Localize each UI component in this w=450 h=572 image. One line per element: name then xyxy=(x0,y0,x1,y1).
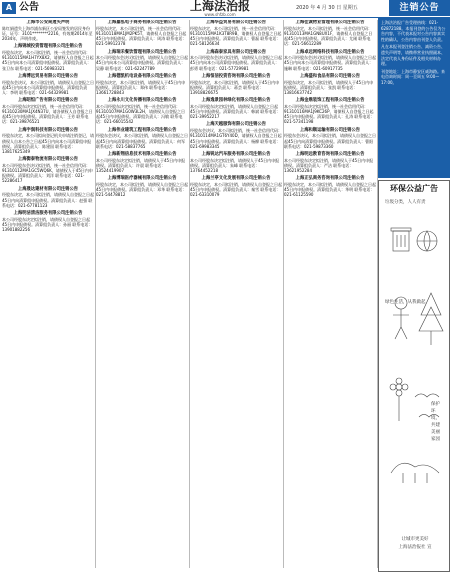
notice-body: 经股东会决议，本公司拟注销，请债权人自登报之日起45日内向本公司清算组申报债权。清算组负责人：李明 联系电话：021-64329981 xyxy=(2,79,94,95)
notice-item xyxy=(2,98,94,125)
notice-body: 经股东决定，本公司拟注销，请债权人自登报之日起45日内向清算组申报债权。清算组负责人：赵强 联系电话：021-67781123 xyxy=(2,192,94,208)
notice-title: 上海博瑞医疗器械有限公司注销公告 xyxy=(107,176,177,182)
notice-item xyxy=(284,98,376,125)
notice-column-2 xyxy=(96,20,188,568)
notice-body: 本公司经股东会决议拟注销，请债权人自登报之日起45日内向本公司清算组申报债权。清算组负责人：彭勇 联系电话：021-57729981 xyxy=(190,55,282,71)
notice-body: 本公司经股东会决议拟注销，请债权人自登报之日起45日内向本公司清算组申报债权。清算组负责人：吴静 联系电话：021-62247789 xyxy=(96,55,188,71)
notice-body: 经股东决定，本公司拟注销，统一社会信用代码：91310118MA1JM2PK5T，请债权人自登报之日起45日内申报债权。清算组负责人：周涛 联系电话：021-59912378 xyxy=(96,25,187,47)
notice-item xyxy=(2,187,94,208)
notice-body: 经股东决定，本公司拟注销，请债权人自登报之日起45日内申报债权。清算组负责人：秦雪 联系电话：021-63310079 xyxy=(190,181,282,198)
notice-body: 经股东决定，本公司拟注销，请债权人于45日内申报债权。清算组负责人：张凯 联系电话：13816637742 xyxy=(284,79,374,95)
notice-item xyxy=(190,50,282,71)
sidebar xyxy=(378,18,450,572)
notice-title: 上海永川文化传播有限公司注销公告 xyxy=(107,98,177,104)
notice-body: 本公司经股东决定拟注销，请债权人于45日内申报债权。清算组负责人：许晨 联系电话：13524419907 xyxy=(96,157,186,174)
notice-item xyxy=(2,128,94,155)
notice-title: 上海新翔信息技术有限公司注销公告 xyxy=(107,151,177,157)
notice-body: 经股东会决议，本公司拟注销，请债权人自登报之日起45日内向清算组申报债权。清算组负责人：曹阳 联系电话：021-59873360 xyxy=(284,133,376,149)
notice-column-1 xyxy=(2,20,94,568)
notice-item xyxy=(2,74,94,95)
notice-title: 上海华益贸易有限公司注销公告 xyxy=(205,20,267,25)
notice-column-4 xyxy=(284,20,376,568)
notice-title: 上海金鼎装饰工程有限公司注销公告 xyxy=(295,98,365,104)
notice-title: 上海市公安局遗失声明 xyxy=(26,20,70,25)
notice-body: 本公司经股东决定拟注销，统一社会信用代码：91310230MA1JX4N37U，请各债权人自登报之日起45日内申报债权。清算组负责人：王芳 联系电话：021-39876521 xyxy=(2,103,93,125)
column-divider xyxy=(189,20,190,568)
notice-title: 上海森泰家具有限公司注销公告 xyxy=(205,49,267,55)
ad-slogan-right: 保护环境，共建美丽家园 xyxy=(431,402,440,442)
dateline: 2020 年 4 月 30 日 星期五 xyxy=(296,5,358,11)
notice-title: 上海逸景园林绿化有限公司注销公告 xyxy=(201,98,271,104)
notice-item xyxy=(96,20,188,47)
notice-body: 本公司经股东决定拟注销，请债权人于45日内申报债权。清算组负责人：朱峰 联系电话：13764452218 xyxy=(190,157,280,174)
sidebar-paragraph: 上海法治报广告受理热线：021-62872188。本报刊登的公告仅为公告内容，不代表本报对公告内容真实性的确认，公告内容由刊登人负责。 xyxy=(381,20,446,42)
notice-title: 上海和顺运输有限公司注销公告 xyxy=(299,127,361,133)
notice-title: 上海瑞禾餐饮管理有限公司注销公告 xyxy=(107,49,177,55)
notice-title: 上海昭恒广告有限公司注销公告 xyxy=(17,98,79,104)
flower-icon xyxy=(390,378,408,421)
notice-item xyxy=(96,98,188,125)
notice-title: 上海锐达汽车服务有限公司注销公告 xyxy=(201,151,271,157)
notice-title: 上海卓远网络科技有限公司注销公告 xyxy=(295,49,365,55)
sidebar-paragraph: 凡在本报刊登注销公告、减资公告、遗失声明等，请携带营业执照副本、法定代表人身份证件及相关材料办理。 xyxy=(381,44,445,67)
sidebar-paragraph: 刊登地址：上海市静安区威海路。来电咨询时间：周一至周五 9:00—17:00。 xyxy=(381,68,445,85)
notice-item xyxy=(2,211,94,232)
notice-title: 上海明远教育咨询有限公司注销公告 xyxy=(295,151,365,157)
page-header xyxy=(0,0,450,18)
notice-body: 经股东决定，本公司拟向登记机关申请注销登记，请债权人自本公告之日起45日内向本公司清算组申报债权。清算组负责人：陈建国 联系电话：13817625349 xyxy=(2,133,94,154)
notice-body: 本公司经股东会决议拟注销，统一社会信用代码：91310112MA1GC5WQ6K，请债权人于45日内申报债权。清算组负责人：刘洋 联系电话：021-52286417 xyxy=(2,162,93,184)
notice-title: 上海恒信投资咨询有限公司注销公告 xyxy=(201,73,271,79)
notice-body: 本公司经股东决定拟注销，请债权人自登报之日起45日内申报债权。清算组负责人：韩斌 联系电话：021-39952217 xyxy=(190,103,281,120)
notice-body: 经股东会决议，本公司拟注销，请债权人自登报之日起45日内向清算组申报债权。清算组负责人：何军 联系电话：021-58837765 xyxy=(96,133,188,149)
notice-item xyxy=(2,20,94,41)
ad-illustration xyxy=(379,211,450,511)
notice-body: 本公司经股东决定拟注销，请债权人于45日内申报债权。清算组负责人：严洁 联系电话：13621952284 xyxy=(284,157,374,174)
notice-title: 上海德凯机电设备有限公司注销公告 xyxy=(107,73,177,79)
ad-title: 环保公益广告 xyxy=(390,184,438,193)
notice-title: 上海明洁清洁服务有限公司注销公告 xyxy=(13,211,83,216)
notice-title: 上海晟达建材有限公司注销公告 xyxy=(17,186,79,192)
notice-title: 上海宇润科技有限公司注销公告 xyxy=(17,127,79,133)
notice-item xyxy=(190,176,282,197)
notice-item xyxy=(96,128,188,149)
notice-item xyxy=(96,152,188,173)
hand-icon xyxy=(391,463,439,483)
notice-body: 经股东决定，本公司拟注销，请债权人自登报之日起45日内申报债权。清算组负责人：华明 联系电话：021-61125590 xyxy=(284,181,376,198)
notice-column-3 xyxy=(190,20,282,568)
notice-title: 上海盛和食品有限公司注销公告 xyxy=(299,73,361,79)
column-divider xyxy=(283,20,284,568)
recycle-bin-icon xyxy=(391,228,411,251)
notice-item xyxy=(190,20,282,47)
notice-body: 经股东会决议，本公司拟注销，统一社会信用代码：91310114MA1GT6Y40D，请债权人自登报之日起45日内申报债权。清算组负责人：杨柳 联系电话：021-69983345 xyxy=(190,128,282,149)
notice-item xyxy=(96,50,188,71)
notice-item xyxy=(190,122,282,149)
section-name: 公告 xyxy=(19,2,39,13)
section-badge: A xyxy=(2,2,16,14)
ad-footer-line-2: 上海法治报社 宣 xyxy=(398,545,432,550)
column-divider xyxy=(95,20,96,568)
notice-item xyxy=(284,176,376,197)
page-label: 注销公告 xyxy=(389,0,450,16)
notice-item xyxy=(284,74,376,95)
notice-title: 上海佳诚物业管理有限公司注销公告 xyxy=(295,20,365,25)
notice-item xyxy=(284,152,376,173)
notice-body: 本公司经股东决定拟注销，统一社会信用代码：91310116MA1J9KC26P，请债权人自登报之日起45日内申报债权。清算组负责人：孔涛 联系电话：021-57341198 xyxy=(284,103,375,125)
notice-body: 经股东决定，本公司拟注销，统一社会信用代码：91310113MA1GN8UX1F，请债权人自登报之日起45日内申报债权。清算组负责人：尤刚 联系电话：021-56612289 xyxy=(284,25,373,47)
notice-title: 上海伟业建筑工程有限公司注销公告 xyxy=(107,127,177,133)
notice-item xyxy=(190,74,282,95)
notice-body: 经股东决定，本公司拟注销，请债权人于45日内申报债权。清算组负责人：郑伟 联系电话：13661728843 xyxy=(96,79,186,95)
notice-body: 本公司经股东决定拟注销，请债权人自登报之日起45日内申报债权。清算组负责人：孙丽 联系电话：13901882256 xyxy=(2,216,93,233)
notice-title: 上海锦城投资管理有限公司注销公告 xyxy=(13,44,83,50)
notice-title: 上海兰亭文化发展有限公司注销公告 xyxy=(201,176,271,182)
notice-item xyxy=(2,157,94,184)
notice-item xyxy=(284,20,376,47)
notice-body: 本公司经股东会决议拟注销，请债权人自登报之日起45日内向本公司清算组申报债权。清算组负责人：施琳 联系电话：021-60917735 xyxy=(284,55,376,71)
notice-body: 陈红娟遗失上海市浦东新区公安局签发的居民身份证，证号：3101********2216，有效期2014年至2034年，声明作废。 xyxy=(2,25,93,42)
notice-title: 上海衡泰物流有限公司注销公告 xyxy=(17,157,79,163)
masthead-url: www.shfzb.com xyxy=(204,12,236,17)
masthead-title: 上海法治报 xyxy=(189,0,250,13)
notice-item xyxy=(96,74,188,95)
sidebar-notice-box xyxy=(378,18,450,178)
notice-title: 上海正弘商务咨询有限公司注销公告 xyxy=(295,176,365,182)
notice-body: 经股东决定，本公司拟注销，请债权人于45日内申报债权。清算组负责人：蒋芸 联系电话：13918826675 xyxy=(190,79,280,95)
notice-item xyxy=(2,44,94,71)
notice-title: 上海博远贸易有限公司注销公告 xyxy=(17,73,79,79)
notice-title: 上海嘉泓电子商务有限公司注销公告 xyxy=(107,20,177,25)
environment-ad xyxy=(378,180,450,572)
masthead xyxy=(160,0,280,17)
notice-body: 经股东决定，本公司拟注销，统一社会信用代码：91310115MA1H7YX8X2，请债权人自登报之日起45日内向本公司清算组申报债权。清算组负责人：张卫东 联系电话：021-56983321 xyxy=(2,50,94,71)
ad-footer-line-1: 让城市更美好 xyxy=(401,537,429,542)
notice-body: 经股东决定，本公司拟注销，统一社会信用代码：91310115MA1K3T8R9B，请债权人自登报之日起45日内申报债权。清算组负责人：曹磊 联系电话：021-58126634 xyxy=(190,25,282,47)
ad-slogan-middle: 绿色生活，从我做起 xyxy=(385,300,426,305)
notice-item xyxy=(284,50,376,71)
notice-item xyxy=(284,128,376,149)
ad-slogan-top: 垃圾分类，人人有责 xyxy=(385,200,426,205)
notice-item xyxy=(190,98,282,119)
notice-body: 本公司经股东决定拟注销，统一社会信用代码：91310107MA1G0W3L2H，请债权人自登报之日起45日内申报债权。清算组负责人：冯敏 联系电话：021-66015542 xyxy=(96,103,186,125)
notice-title: 上海天越服饰有限公司注销公告 xyxy=(205,122,267,128)
globe-icon xyxy=(417,231,437,251)
notice-item xyxy=(96,176,188,197)
notice-item xyxy=(190,152,282,173)
notice-body: 经股东决定，本公司拟注销，请债权人自登报之日起45日内申报债权。清算组负责人：邓华 联系电话：021-54478812 xyxy=(96,181,188,198)
